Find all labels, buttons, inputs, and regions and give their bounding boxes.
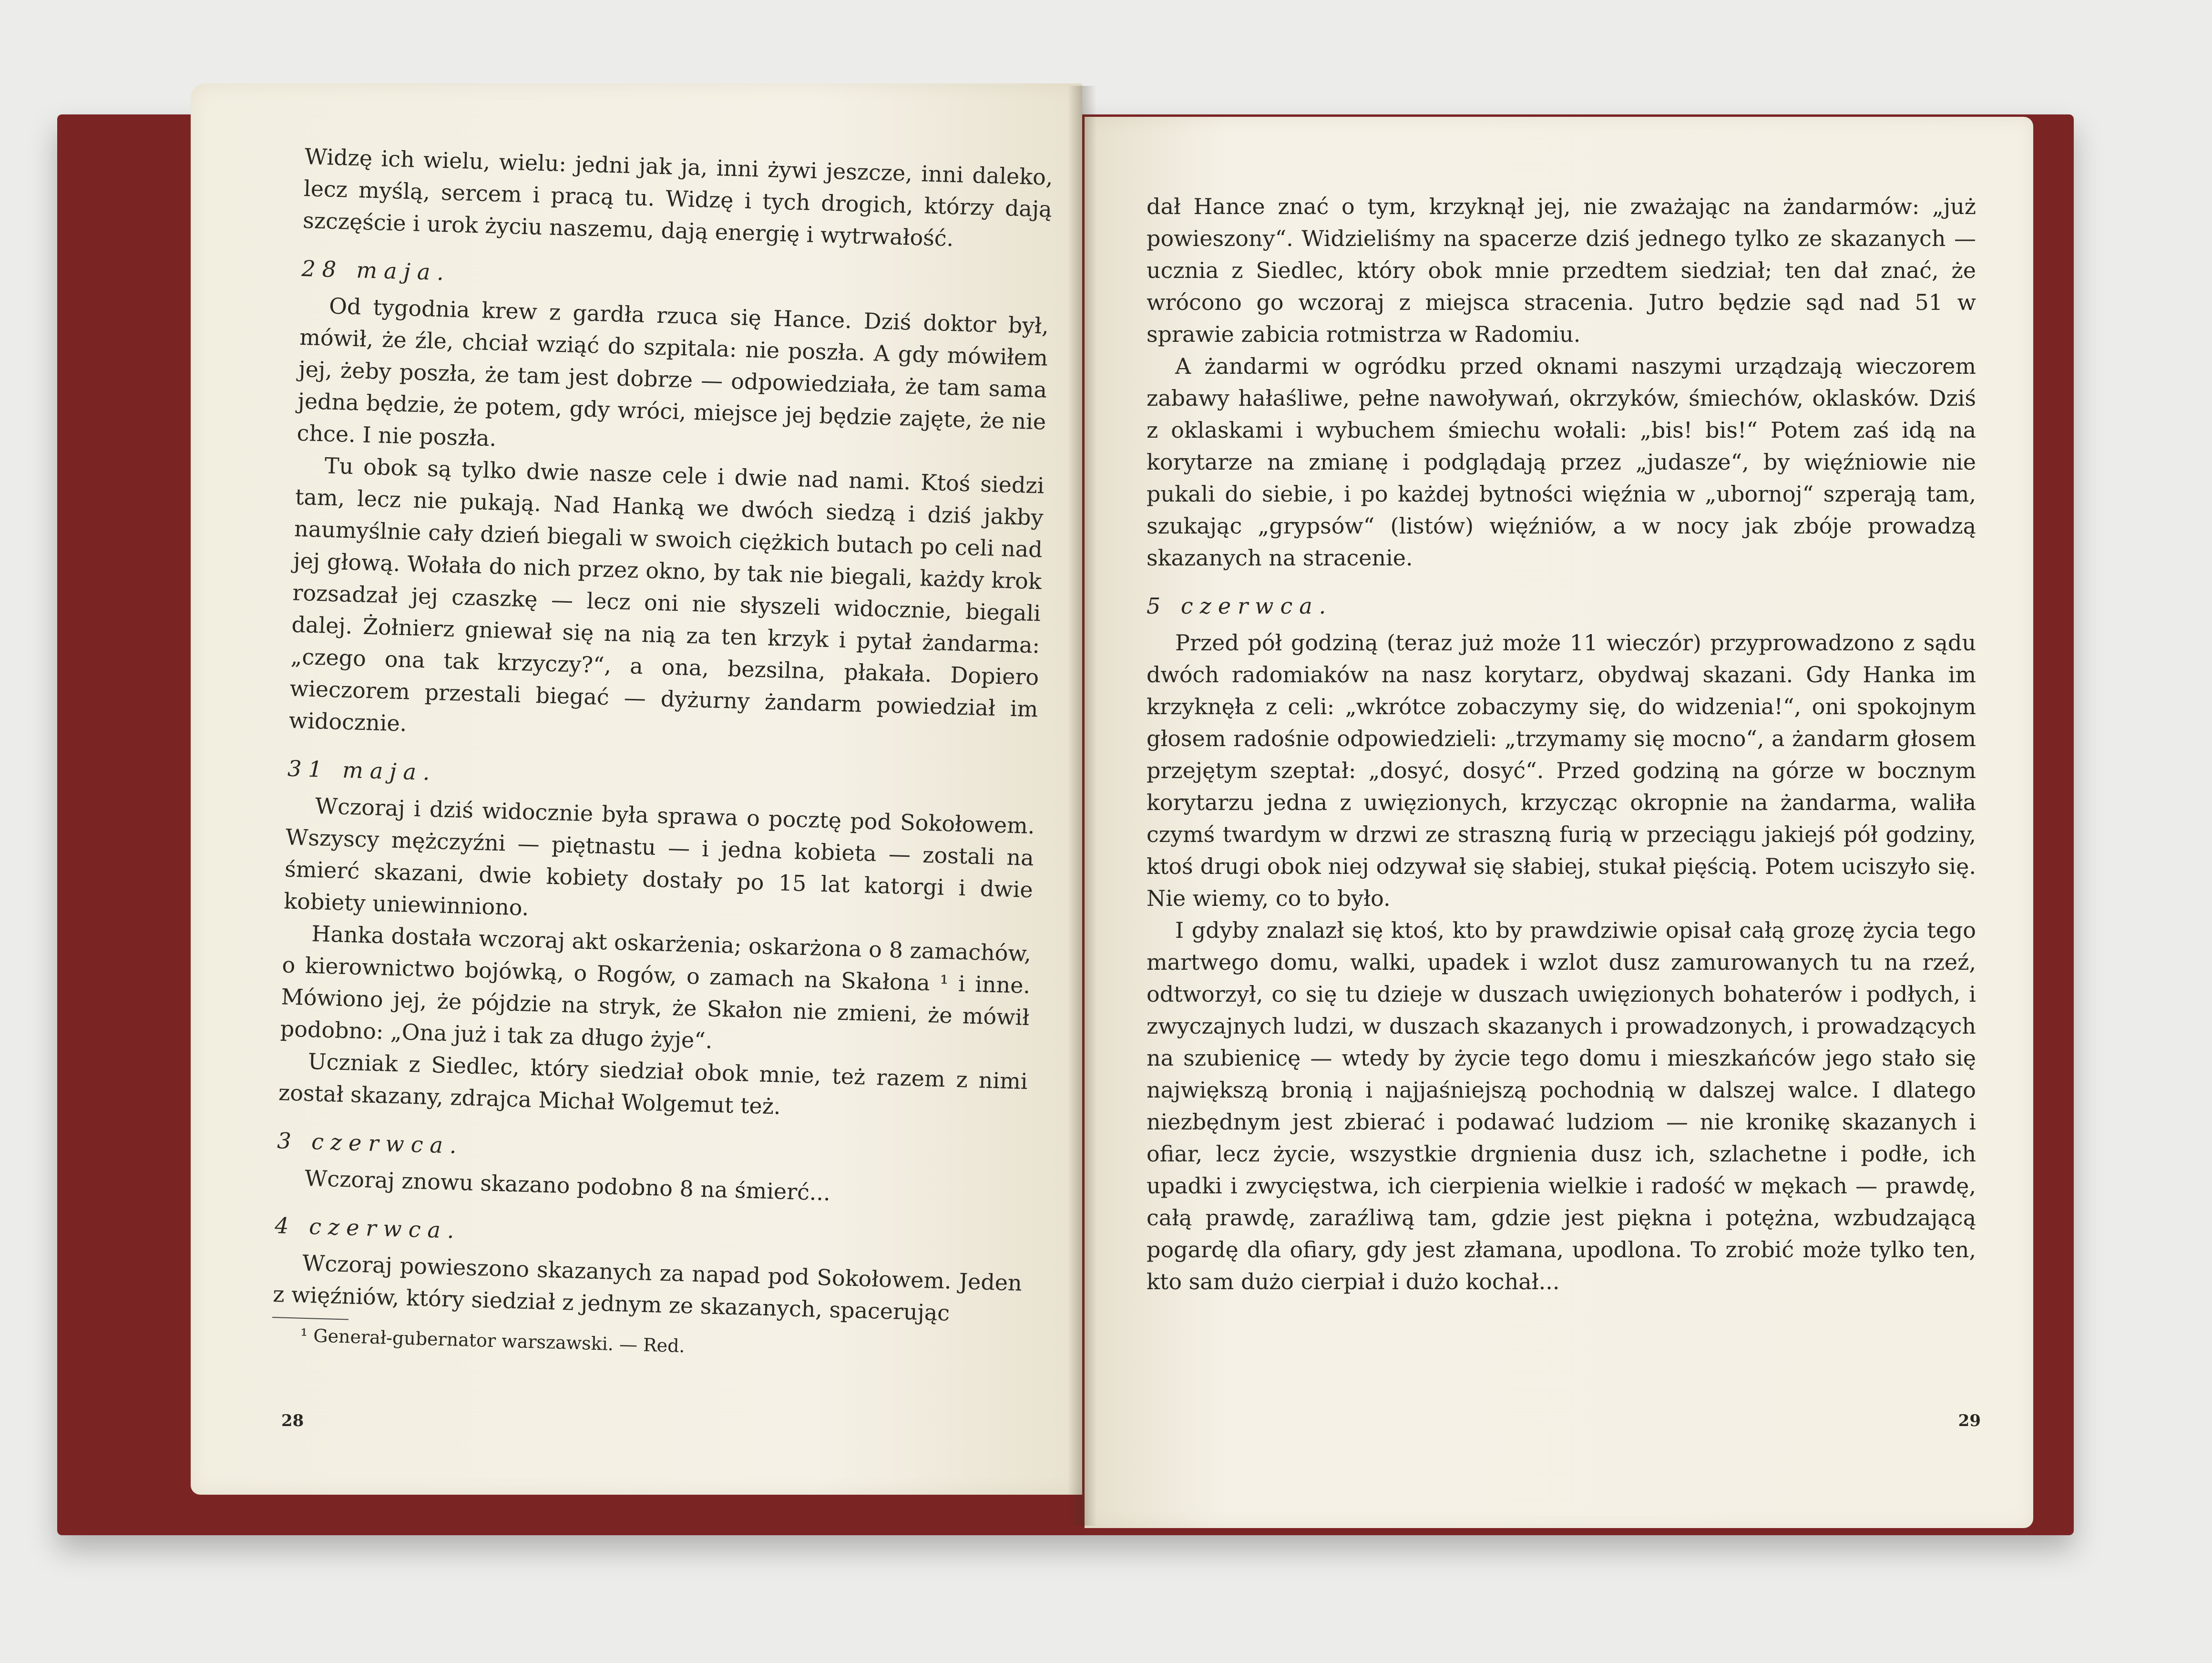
page-number: 29 [1958, 1411, 1981, 1430]
footnote: ¹ Generał-gubernator warszawski. — Red. [300, 1324, 686, 1357]
right-page-text [1147, 191, 1976, 1298]
paragraph: Przed pół godziną (teraz już może 11 wieczór) przyprowadzono z sądu dwóch radomiaków na nasz korytarz, obydwaj skazani. Gdy Hanka im krzyknęła z celi: „wkrótce zobaczymy się, do widzenia!“, oni spokojnym głosem radośnie odpowiedzieli: „trzymamy się mocno“, a żandarm głosem przejętym szeptał: „dosyć, dosyć“. Przed godziną na górze w bocznym korytarzu jedna z uwięzionych, krzycząc okropnie na żandarma, waliła czymś twardym w drzwi ze straszną furią w przeciągu jakiejś pół godziny, ktoś drugi obok niej odzywał się słabiej, stukał pięścią. Potem uciszyło się. Nie wiemy, co to było. [1147, 630, 1976, 911]
left-page-text [271, 141, 1053, 1367]
paragraph: dał Hance znać o tym, krzyknął jej, nie zważając na żandarmów: „już powieszony“. Widzieliśmy na spacerze dziś jednego tylko ze skazanych — ucznia z Siedlec, który obok mnie przedtem siedział; ten dał znać, że wrócono go wczoraj z miejsca stracenia. Jutro będzie sąd nad 51 w sprawie zabicia rotmistrza w Radomiu. [1147, 194, 1976, 347]
paragraph: Od tygodnia krew z gardła rzuca się Hance. Dziś doktor był, mówił, że źle, chciał wziąć do szpitala: nie poszła. A gdy mówiłem jej, żeby poszła, że tam jest dobrze — odpowiedziała, że tam sama jedna będzie, że potem, gdy wróci, miejsce jej będzie zajęte, że nie chce. I nie poszła. [297, 293, 1049, 452]
paragraph: Uczniak z Siedlec, który siedział obok mnie, też razem z nimi został skazany, zdrajca Michał Wolgemut też. [278, 1048, 1028, 1119]
paragraph: Widzę ich wielu, wielu: jedni jak ja, inni żywi jeszcze, inni daleko, lecz myślą, sercem i pracą tu. Widzę i tych drogich, którzy dają szczęście i urok życiu naszemu, dają energię i wytrwałość. [302, 143, 1054, 252]
page-number: 28 [281, 1411, 304, 1430]
paragraph: I gdyby znalazł się ktoś, kto by prawdziwie opisał całą grozę życia tego martwego domu, walki, upadek i wzlot dusz zamurowanych tu na rzeź, odtworzył, co się tu dzieje w duszach uwięzionych bohaterów i podłych, i zwyczajnych ludzi, w duszach skazanych i prowadzonych, i prowadzących na szubienicę — wtedy by życie tego domu i mieszkańców jego stało się największą bronią i najjaśniejszą pochodnią w dalszej walce. I dlatego niezbędnym jest zbierać i podawać ludziom — nie kronikę skazanych i ofiar, lecz życie, wszystkie drgnienia dusz ich, szlachetne i podłe, ich upadki i zwycięstwa, ich cierpienia wielkie i radość w mękach — prawdę, całą prawdę, zaraźliwą tam, gdzie jest piękna i potężna, wzbudzającą pogardę dla ofiary, gdy jest złamana, upodlona. To zrobić może tylko ten, kto sam dużo cierpiał i dużo kochał... [1147, 917, 1976, 1294]
paragraph: Wczoraj powieszono skazanych za napad pod Sokołowem. Jeden z więźniów, który siedział z jednym ze skazanych, spacerując [272, 1250, 1023, 1326]
paragraph: Hanka dostała wczoraj akt oskarżenia; oskarżona o 8 zamachów, o kierownictwo bojówką, o Rogów, o zamach na Skałona ¹ i inne. Mówiono jej, że pójdzie na stryk, że Skałon nie zmieni, że mówił podobno: „Ona już i tak za długo żyje“. [280, 921, 1032, 1054]
paragraph: Wczoraj i dziś widocznie była sprawa o pocztę pod Sokołowem. Wszyscy mężczyźni — piętnastu — i jedna kobieta — zostali na śmierć skazani, dwie kobiety dostały po 15 lat katorgi i dwie kobiety uniewinniono. [283, 793, 1035, 921]
paragraph: A żandarmi w ogródku przed oknami naszymi urządzają wieczorem zabawy hałaśliwe, pełne nawoływań, okrzyków, śmiechów, oklasków. Dziś z oklaskami i wybuchem śmiechu wołali: „bis! bis!“ Potem zaś idą na korytarze na zmianę i podglądają przez „judasze“, by więźniowie nie pukali do siebie, i po każdej bytności więźnia w „ubornoj“ szperają tam, szukając „grypsów“ (listów) więźniów, a w nocy jak zbóje prowadzą skazanych na stracenie. [1147, 353, 1976, 571]
book-gutter [1068, 86, 1096, 1526]
paragraph: Wczoraj znowu skazano podobno 8 na śmierć... [304, 1165, 831, 1206]
diary-date: 4 czerwca. [274, 1212, 461, 1243]
footnote-divider [272, 1317, 348, 1320]
left-page [191, 83, 1082, 1495]
right-page [1085, 117, 2033, 1528]
diary-date: 5 czerwca. [1147, 593, 1333, 619]
diary-date: 28 maja. [301, 255, 451, 286]
paragraph: Tu obok są tylko dwie nasze cele i dwie nad nami. Ktoś siedzi tam, lecz nie pukają. Nad Hanką we dwóch siedzą i dziś jakby naumyślnie cały dzień biegali w swoich ciężkich butach po celi nad jej głową. Wołała do nich przez okno, by tak nie biegali, każdy krok rozsadzał jej czaszkę — lecz oni nie słyszeli widocznie, biegali dalej. Żołnierz gniewał się na nią za ten krzyk i pytał żandarma: „czego ona tak krzyczy?“, a ona, bezsilna, płakała. Dopiero wieczorem przestali biegać — dyżurny żandarm powiedział im widocznie. [288, 452, 1045, 737]
diary-date: 31 maja. [287, 755, 437, 786]
diary-date: 3 czerwca. [276, 1128, 464, 1159]
